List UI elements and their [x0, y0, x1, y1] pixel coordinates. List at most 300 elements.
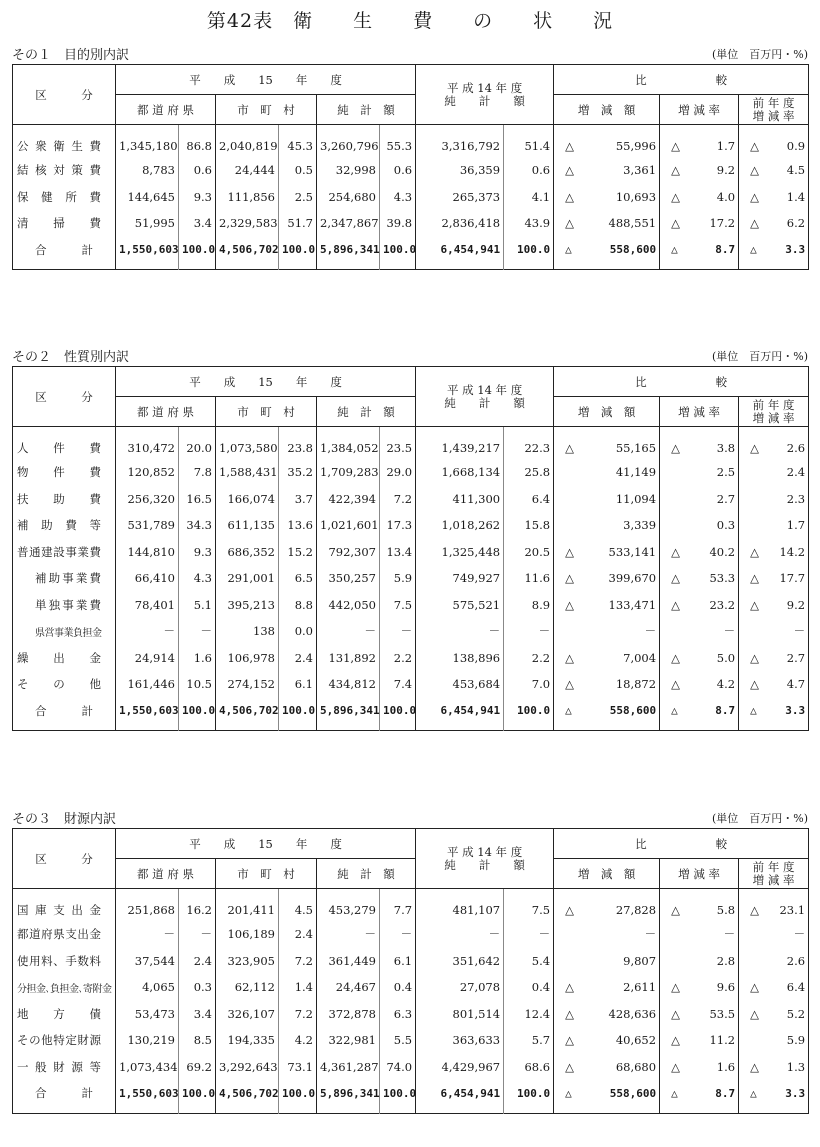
- pref-amount: 1,345,180: [116, 125, 179, 158]
- net-amount: 792,307: [317, 539, 380, 566]
- prev-amount: 6,454,941: [416, 237, 504, 270]
- prev-ratio: 100.0: [504, 1080, 554, 1113]
- muni-ratio: 100.0: [279, 237, 317, 270]
- prev-amount: －: [416, 618, 504, 645]
- pref-amount: 78,401: [116, 592, 179, 619]
- decrease-mark: △: [750, 544, 759, 559]
- muni-ratio: 4.5: [279, 889, 317, 922]
- table-row: [13, 645, 809, 672]
- row-label: 普通建設事業費: [17, 544, 101, 559]
- table-row: [13, 486, 809, 513]
- table-row: [13, 1054, 809, 1081]
- net-ratio: 5.5: [380, 1027, 416, 1054]
- muni-amount: 4,506,702: [216, 698, 279, 731]
- header-compare: [554, 829, 809, 859]
- muni-ratio: 35.2: [279, 459, 317, 486]
- diff-rate: [660, 125, 739, 158]
- decrease-mark: △: [671, 1006, 680, 1021]
- decrease-mark: △: [750, 189, 759, 204]
- decrease-mark: △: [750, 704, 757, 718]
- decrease-mark: △: [750, 1059, 759, 1074]
- header-prev-rate: [739, 397, 809, 427]
- net-ratio: 0.6: [380, 157, 416, 184]
- header-net: [317, 859, 416, 889]
- header-net: [317, 397, 416, 427]
- decrease-mark: △: [671, 544, 680, 559]
- prev-amount: 351,642: [416, 948, 504, 975]
- diff-rate: [660, 486, 739, 513]
- net-amount: 434,812: [317, 671, 380, 698]
- muni-ratio: 8.8: [279, 592, 317, 619]
- diff-rate-value: 2.7: [716, 491, 736, 506]
- pref-ratio: 0.6: [179, 157, 216, 184]
- prev-ratio: 68.6: [504, 1054, 554, 1081]
- diff-rate: [660, 157, 739, 184]
- muni-amount: 3,292,643: [216, 1054, 279, 1081]
- diff-amount-value: 55,996: [615, 139, 657, 153]
- decrease-mark: △: [565, 677, 574, 692]
- decrease-mark: △: [671, 1033, 680, 1048]
- prev-ratio: 100.0: [504, 698, 554, 731]
- muni-amount: 686,352: [216, 539, 279, 566]
- header-diff: [554, 859, 660, 889]
- prev-amount: 1,668,134: [416, 459, 504, 486]
- pref-amount: －: [116, 618, 179, 645]
- header-pref: [116, 859, 216, 889]
- prev-amount: 453,684: [416, 671, 504, 698]
- header-diff: [554, 397, 660, 427]
- prev-year-rate-value: 1.3: [786, 1059, 806, 1074]
- pref-ratio: 100.0: [179, 237, 216, 270]
- data-table: [12, 64, 809, 270]
- net-ratio: 29.0: [380, 459, 416, 486]
- pref-amount: 51,995: [116, 210, 179, 237]
- pref-ratio: 100.0: [179, 698, 216, 731]
- prev-year-rate: [739, 539, 809, 566]
- prev-year-rate: [739, 974, 809, 1001]
- pref-amount: 531,789: [116, 512, 179, 539]
- row-label: 国庫支出金: [17, 903, 101, 917]
- header-compare: [554, 65, 809, 95]
- prev-amount: 4,429,967: [416, 1054, 504, 1081]
- muni-ratio: 6.1: [279, 671, 317, 698]
- header-net: [317, 95, 416, 125]
- row-label: 補助事業費: [35, 571, 101, 586]
- pref-ratio: 86.8: [179, 125, 216, 158]
- table-row: [13, 125, 809, 158]
- pref-ratio: 5.1: [179, 592, 216, 619]
- diff-rate-value: 5.0: [716, 650, 736, 665]
- muni-amount: 323,905: [216, 948, 279, 975]
- diff-amount-value: －: [644, 927, 657, 942]
- muni-ratio: 100.0: [279, 1080, 317, 1113]
- pref-ratio: 9.3: [179, 539, 216, 566]
- muni-amount: 194,335: [216, 1027, 279, 1054]
- prev-year-rate: [739, 889, 809, 922]
- pref-amount: 130,219: [116, 1027, 179, 1054]
- table-row: [13, 539, 809, 566]
- pref-ratio: 3.4: [179, 1001, 216, 1028]
- decrease-mark: △: [565, 980, 574, 995]
- section-label: その３ 財源内訳: [12, 812, 117, 827]
- pref-amount: 161,446: [116, 671, 179, 698]
- prev-ratio: 51.4: [504, 125, 554, 158]
- pref-amount: 256,320: [116, 486, 179, 513]
- row-label: 一般財源等: [17, 1059, 101, 1074]
- net-amount: －: [317, 921, 380, 948]
- header-text: 市 町 村: [237, 866, 295, 881]
- decrease-mark: △: [671, 903, 680, 917]
- prev-year-rate-value: 23.1: [779, 903, 806, 917]
- row-label: その他: [17, 677, 101, 692]
- net-ratio: 7.2: [380, 486, 416, 513]
- header-year15: [116, 367, 416, 397]
- net-amount: 5,896,341: [317, 237, 380, 270]
- pref-amount: 251,868: [116, 889, 179, 922]
- pref-ratio: 7.8: [179, 459, 216, 486]
- header-text: 純 計 額: [337, 102, 395, 117]
- section-funding: [12, 802, 808, 1114]
- muni-ratio: 4.2: [279, 1027, 317, 1054]
- header-text: 平 成 15 年 度: [189, 72, 342, 87]
- unit-note: (単位 百万円・%): [711, 350, 808, 363]
- prev-ratio: 100.0: [504, 237, 554, 270]
- net-amount: 442,050: [317, 592, 380, 619]
- decrease-mark: △: [671, 216, 680, 231]
- diff-amount: [554, 974, 660, 1001]
- decrease-mark: △: [671, 189, 680, 204]
- decrease-mark: △: [671, 139, 680, 153]
- prev-year-rate: [739, 486, 809, 513]
- prev-year-rate: [739, 698, 809, 731]
- decrease-mark: △: [671, 571, 680, 586]
- diff-rate: [660, 671, 739, 698]
- pref-ratio: 69.2: [179, 1054, 216, 1081]
- decrease-mark: △: [671, 1059, 680, 1074]
- header-text: 前 年 度 増 減 率: [752, 397, 795, 425]
- diff-amount-value: 3,339: [623, 518, 657, 533]
- diff-amount-value: 558,600: [609, 1086, 657, 1100]
- diff-amount-value: 55,165: [615, 441, 657, 455]
- net-amount: 2,347,867: [317, 210, 380, 237]
- prev-ratio: 0.4: [504, 974, 554, 1001]
- diff-amount: [554, 565, 660, 592]
- table-row: [13, 565, 809, 592]
- decrease-mark: △: [671, 1086, 678, 1100]
- muni-ratio: 0.0: [279, 618, 317, 645]
- prev-year-rate: [739, 618, 809, 645]
- header-text: 平 成 15 年 度: [189, 836, 342, 851]
- prev-year-rate: [739, 948, 809, 975]
- diff-amount-value: 27,828: [615, 903, 657, 917]
- row-label: 清掃費: [17, 216, 101, 231]
- decrease-mark: △: [750, 677, 759, 692]
- diff-rate-value: 3.8: [716, 441, 736, 455]
- total-row: [13, 698, 809, 731]
- diff-amount-value: 2,611: [623, 980, 657, 995]
- row-label: 合計: [35, 242, 93, 257]
- muni-ratio: 15.2: [279, 539, 317, 566]
- decrease-mark: △: [671, 980, 680, 995]
- decrease-mark: △: [750, 650, 759, 665]
- muni-amount: 106,978: [216, 645, 279, 672]
- table-row: [13, 184, 809, 211]
- header-prev-rate: [739, 95, 809, 125]
- net-amount: 372,878: [317, 1001, 380, 1028]
- diff-rate: [660, 974, 739, 1001]
- pref-ratio: －: [179, 618, 216, 645]
- header-muni: [216, 397, 317, 427]
- pref-amount: 8,783: [116, 157, 179, 184]
- decrease-mark: △: [750, 216, 759, 231]
- section-label: その２ 性質別内訳: [12, 350, 130, 365]
- diff-amount-value: 533,141: [608, 544, 657, 559]
- prev-ratio: －: [504, 618, 554, 645]
- prev-amount: 1,325,448: [416, 539, 504, 566]
- header-text: 純 計 額: [337, 866, 395, 881]
- header-text: 純 計 額: [337, 404, 395, 419]
- decrease-mark: △: [565, 139, 574, 153]
- prev-year-rate: [739, 427, 809, 460]
- prev-ratio: 11.6: [504, 565, 554, 592]
- header-text: 比 較: [635, 374, 728, 389]
- header-text: 増 減 額: [577, 102, 636, 117]
- pref-ratio: 10.5: [179, 671, 216, 698]
- header-text: 増 減 率: [678, 404, 720, 419]
- diff-rate-value: 2.5: [716, 465, 736, 480]
- table-row: [13, 459, 809, 486]
- row-label: 地方債: [17, 1006, 101, 1021]
- decrease-mark: △: [671, 677, 680, 692]
- prev-year-rate-value: 1.7: [786, 518, 806, 533]
- diff-rate-value: 8.7: [715, 1086, 736, 1100]
- decrease-mark: △: [750, 571, 759, 586]
- muni-ratio: 7.2: [279, 948, 317, 975]
- diff-rate-value: 53.3: [709, 571, 736, 586]
- prev-year-rate: [739, 921, 809, 948]
- prev-amount: 2,836,418: [416, 210, 504, 237]
- row-label: 保健所費: [17, 189, 101, 204]
- diff-amount: [554, 539, 660, 566]
- header-ku: [13, 829, 116, 889]
- decrease-mark: △: [565, 441, 574, 455]
- pref-amount: 310,472: [116, 427, 179, 460]
- prev-amount: 6,454,941: [416, 698, 504, 731]
- net-ratio: 0.4: [380, 974, 416, 1001]
- row-label: 合計: [35, 1086, 93, 1101]
- header-text: 前 年 度 増 減 率: [752, 95, 795, 123]
- header-pref: [116, 397, 216, 427]
- prev-year-rate: [739, 459, 809, 486]
- prev-amount: 265,373: [416, 184, 504, 211]
- muni-ratio: 3.7: [279, 486, 317, 513]
- diff-rate: [660, 592, 739, 619]
- prev-amount: 575,521: [416, 592, 504, 619]
- header-text: 平 成 15 年 度: [189, 374, 342, 389]
- net-amount: 5,896,341: [317, 698, 380, 731]
- prev-year-rate: [739, 671, 809, 698]
- header-text: 増 減 額: [577, 866, 636, 881]
- header-ku: [13, 367, 116, 427]
- diff-amount-value: 488,551: [608, 216, 657, 231]
- pref-amount: 53,473: [116, 1001, 179, 1028]
- prev-year-rate-value: 1.4: [786, 189, 806, 204]
- muni-amount: 291,001: [216, 565, 279, 592]
- diff-rate: [660, 1080, 739, 1113]
- net-amount: 1,709,283: [317, 459, 380, 486]
- net-amount: －: [317, 618, 380, 645]
- pref-amount: 120,852: [116, 459, 179, 486]
- net-amount: 350,257: [317, 565, 380, 592]
- table-row: [13, 921, 809, 948]
- diff-rate: [660, 459, 739, 486]
- diff-rate-value: 4.0: [716, 189, 736, 204]
- net-amount: 322,981: [317, 1027, 380, 1054]
- prev-year-rate-value: 2.7: [786, 650, 806, 665]
- muni-amount: 62,112: [216, 974, 279, 1001]
- table-row: [13, 427, 809, 460]
- diff-rate: [660, 921, 739, 948]
- decrease-mark: △: [565, 597, 574, 612]
- table-row: [13, 618, 809, 645]
- diff-rate: [660, 210, 739, 237]
- prev-amount: 27,078: [416, 974, 504, 1001]
- prev-year-rate-value: 3.3: [785, 1086, 806, 1100]
- header-diff: [554, 95, 660, 125]
- prev-ratio: 0.6: [504, 157, 554, 184]
- muni-amount: 274,152: [216, 671, 279, 698]
- diff-rate: [660, 1027, 739, 1054]
- decrease-mark: △: [671, 441, 680, 455]
- net-ratio: 100.0: [380, 237, 416, 270]
- prev-ratio: －: [504, 921, 554, 948]
- table-row: [13, 671, 809, 698]
- net-amount: 24,467: [317, 974, 380, 1001]
- diff-rate: [660, 889, 739, 922]
- net-amount: 4,361,287: [317, 1054, 380, 1081]
- prev-year-rate: [739, 210, 809, 237]
- prev-ratio: 5.7: [504, 1027, 554, 1054]
- diff-amount-value: 40,652: [615, 1033, 657, 1048]
- row-label: 都道府県支出金: [17, 927, 101, 942]
- prev-year-rate: [739, 512, 809, 539]
- diff-amount: [554, 671, 660, 698]
- pref-ratio: 8.5: [179, 1027, 216, 1054]
- diff-amount: [554, 427, 660, 460]
- header-text: 市 町 村: [237, 102, 295, 117]
- diff-amount: [554, 512, 660, 539]
- diff-amount-value: 428,636: [608, 1006, 657, 1021]
- net-amount: 1,384,052: [317, 427, 380, 460]
- prev-ratio: 4.1: [504, 184, 554, 211]
- section-nature: [12, 340, 808, 731]
- table-row: [13, 210, 809, 237]
- header-muni: [216, 859, 317, 889]
- diff-amount: [554, 486, 660, 513]
- net-ratio: 17.3: [380, 512, 416, 539]
- prev-amount: 801,514: [416, 1001, 504, 1028]
- decrease-mark: △: [565, 1059, 574, 1074]
- prev-year-rate-value: 3.3: [785, 704, 806, 718]
- diff-rate: [660, 948, 739, 975]
- pref-amount: 144,810: [116, 539, 179, 566]
- header-text: 平 成 14 年 度 純 計 額: [444, 844, 525, 872]
- row-label: 合計: [35, 703, 93, 718]
- net-ratio: 39.8: [380, 210, 416, 237]
- diff-rate-value: 23.2: [709, 597, 736, 612]
- diff-amount: [554, 948, 660, 975]
- muni-ratio: 6.5: [279, 565, 317, 592]
- muni-amount: 201,411: [216, 889, 279, 922]
- decrease-mark: △: [750, 441, 759, 455]
- pref-ratio: 2.4: [179, 948, 216, 975]
- diff-rate-value: 1.7: [716, 139, 736, 153]
- decrease-mark: △: [565, 571, 574, 586]
- prev-year-rate-value: 2.6: [786, 441, 806, 455]
- prev-year-rate: [739, 237, 809, 270]
- prev-ratio: 25.8: [504, 459, 554, 486]
- decrease-mark: △: [671, 650, 680, 665]
- diff-rate-value: －: [723, 927, 736, 942]
- diff-amount: [554, 210, 660, 237]
- diff-amount: [554, 459, 660, 486]
- muni-amount: 4,506,702: [216, 237, 279, 270]
- prev-year-rate-value: －: [793, 624, 806, 639]
- pref-ratio: 0.3: [179, 974, 216, 1001]
- table-row: [13, 1001, 809, 1028]
- muni-ratio: 0.5: [279, 157, 317, 184]
- row-label: 繰出金: [17, 650, 101, 665]
- net-ratio: 4.3: [380, 184, 416, 211]
- pref-ratio: 1.6: [179, 645, 216, 672]
- prev-year-rate: [739, 592, 809, 619]
- prev-year-rate-value: 6.2: [786, 216, 806, 231]
- diff-rate: [660, 184, 739, 211]
- pref-amount: 37,544: [116, 948, 179, 975]
- muni-amount: 111,856: [216, 184, 279, 211]
- decrease-mark: △: [671, 163, 680, 178]
- decrease-mark: △: [750, 597, 759, 612]
- diff-amount-value: 3,361: [623, 163, 657, 178]
- header-text: 前 年 度 増 減 率: [752, 859, 795, 887]
- prev-ratio: 15.8: [504, 512, 554, 539]
- row-label: 人件費: [17, 441, 101, 455]
- row-label: 結核対策費: [17, 163, 101, 178]
- diff-amount: [554, 1080, 660, 1113]
- header-text: 増 減 率: [678, 102, 720, 117]
- prev-amount: 3,316,792: [416, 125, 504, 158]
- decrease-mark: △: [750, 980, 759, 995]
- header-text: 区 分: [35, 87, 93, 102]
- decrease-mark: △: [565, 704, 572, 718]
- section-purpose: [12, 38, 808, 270]
- pref-amount: 144,645: [116, 184, 179, 211]
- prev-amount: 749,927: [416, 565, 504, 592]
- prev-year-rate-value: 2.3: [786, 491, 806, 506]
- net-ratio: 6.1: [380, 948, 416, 975]
- prev-year-rate-value: 5.2: [786, 1006, 806, 1021]
- decrease-mark: △: [750, 139, 759, 153]
- decrease-mark: △: [750, 1086, 757, 1100]
- decrease-mark: △: [565, 243, 572, 257]
- net-ratio: 7.4: [380, 671, 416, 698]
- row-label: 公衆衛生費: [17, 139, 101, 153]
- diff-amount: [554, 1027, 660, 1054]
- prev-amount: 1,439,217: [416, 427, 504, 460]
- muni-amount: 24,444: [216, 157, 279, 184]
- header-text: 増 減 率: [678, 866, 720, 881]
- header-compare: [554, 367, 809, 397]
